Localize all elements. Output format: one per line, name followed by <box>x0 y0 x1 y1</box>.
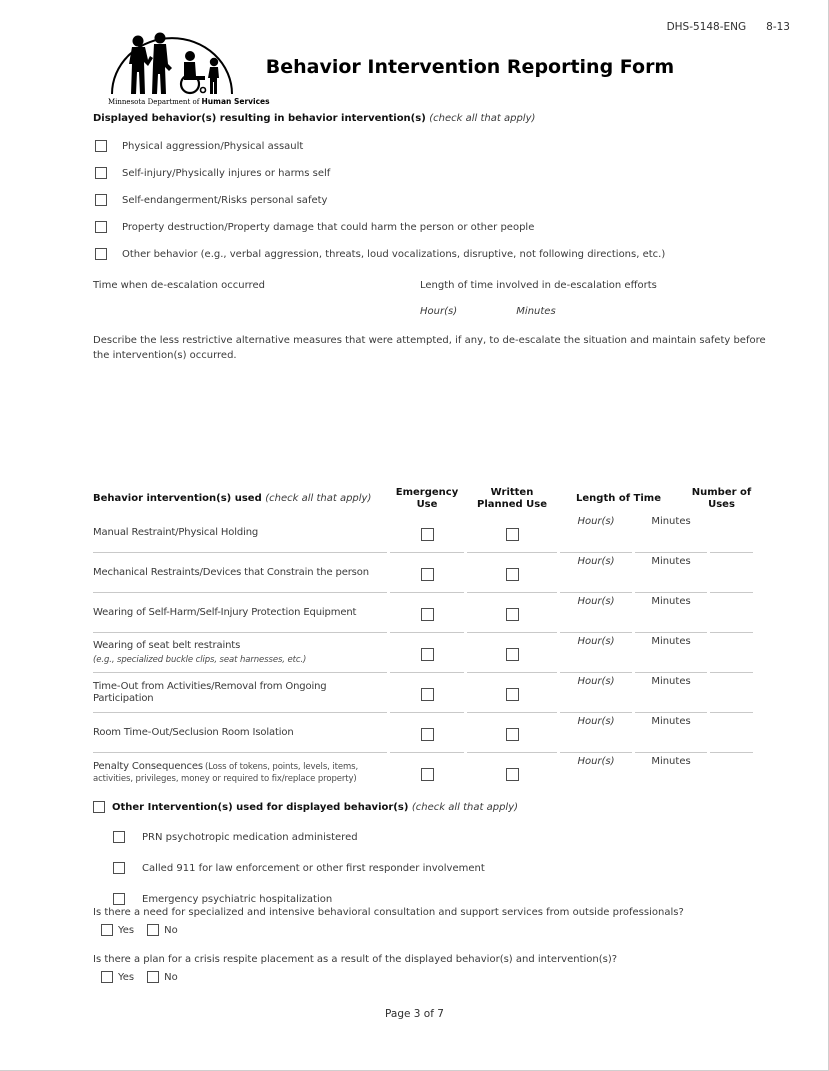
written-planned-cell <box>467 633 557 673</box>
logo-caption: Minnesota Department of Human Services <box>108 97 270 106</box>
behavior-checkbox-self-injury[interactable] <box>95 167 107 179</box>
row-label-cell: Wearing of Self-Harm/Self-Injury Protection Equipment <box>93 593 387 633</box>
option-label: Emergency psychiatric hospitalization <box>142 893 333 905</box>
written-planned-cell <box>467 713 557 753</box>
interventions-table <box>93 485 753 793</box>
yes-no-row <box>93 970 813 984</box>
minutes-label: Minutes <box>516 306 556 317</box>
behavior-checkbox-property-destruction[interactable] <box>95 221 107 233</box>
option-label: Other behavior (e.g., verbal aggression, threats, loud vocalizations, disruptive, not following directions, etc.) <box>122 248 666 260</box>
table-row-room-time-out <box>93 713 753 753</box>
emergency-use-cell <box>390 713 464 753</box>
number-of-uses-cell <box>710 713 753 753</box>
emergency-use-checkbox[interactable] <box>421 568 434 581</box>
deescalation-time-label: Time when de-escalation occurred <box>93 280 265 291</box>
emergency-use-cell <box>390 553 464 593</box>
hours-label: Hour(s) <box>560 593 632 633</box>
written-planned-checkbox[interactable] <box>506 528 519 541</box>
emergency-use-cell <box>390 753 464 793</box>
written-planned-cell <box>467 753 557 793</box>
other-option-row <box>93 892 793 906</box>
column-header-length-of-time: Length of Time <box>576 493 661 504</box>
written-planned-checkbox[interactable] <box>506 768 519 781</box>
people-under-arch-icon <box>108 26 236 96</box>
number-of-uses-cell <box>710 513 753 553</box>
option-label: Property destruction/Property damage that could harm the person or other people <box>122 221 535 233</box>
prn-medication-checkbox[interactable] <box>113 831 125 843</box>
displayed-behaviors-section <box>93 112 793 261</box>
minutes-label: Minutes <box>635 553 707 593</box>
emergency-use-checkbox[interactable] <box>421 608 434 621</box>
minutes-label: Minutes <box>635 513 707 553</box>
form-identifier <box>667 21 790 33</box>
number-of-uses-cell <box>710 673 753 713</box>
hours-label: Hour(s) <box>560 513 632 553</box>
hours-label: Hour(s) <box>577 756 615 767</box>
emergency-use-checkbox[interactable] <box>421 728 434 741</box>
table-row-penalty-consequences <box>93 753 753 793</box>
form-revision: 8-13 <box>766 21 790 33</box>
yes-no-row <box>93 923 813 937</box>
table-row-protection-equipment <box>93 593 753 633</box>
no-checkbox[interactable] <box>147 924 159 936</box>
table-row-manual-restraint <box>93 513 753 553</box>
column-header-intervention: Behavior intervention(s) used (check all that apply) <box>93 493 372 504</box>
hours-label: Hour(s) <box>420 306 458 317</box>
row-label-cell: Mechanical Restraints/Devices that Constrain the person <box>93 553 387 593</box>
page-title: Behavior Intervention Reporting Form <box>265 56 675 78</box>
behavior-option-row <box>93 193 793 207</box>
hours-label: Hour(s) <box>560 673 632 713</box>
row-label-cell: Penalty Consequences (Loss of tokens, points, levels, items, activities, privileges, money or required to fix/replace property) <box>93 761 359 784</box>
no-label: No <box>164 971 178 983</box>
displayed-behaviors-heading: Displayed behavior(s) resulting in behavior intervention(s) (check all that apply) <box>93 113 536 124</box>
other-interventions-heading-row <box>93 801 793 813</box>
hours-label: Hour(s) <box>560 553 632 593</box>
written-planned-checkbox[interactable] <box>506 568 519 581</box>
emergency-use-checkbox[interactable] <box>421 768 434 781</box>
yes-checkbox[interactable] <box>101 924 113 936</box>
yes-label: Yes <box>118 924 135 936</box>
yes-label: Yes <box>118 971 135 983</box>
form-number: DHS-5148-ENG <box>666 21 747 33</box>
emergency-use-checkbox[interactable] <box>421 688 434 701</box>
other-interventions-checkbox[interactable] <box>93 801 105 813</box>
question-crisis-respite-plan <box>93 953 813 984</box>
written-planned-checkbox[interactable] <box>506 688 519 701</box>
minutes-label: Minutes <box>635 593 707 633</box>
written-planned-cell <box>467 673 557 713</box>
option-label: Physical aggression/Physical assault <box>122 140 304 152</box>
question-text: Is there a plan for a crisis respite placement as a result of the displayed behavior(s) and intervention(s)? <box>93 954 618 965</box>
table-header <box>93 485 753 513</box>
emergency-use-cell <box>390 673 464 713</box>
called-911-checkbox[interactable] <box>113 862 125 874</box>
deescalation-units <box>420 306 556 317</box>
row-label-cell: Manual Restraint/Physical Holding <box>93 513 387 553</box>
minutes-label: Minutes <box>651 756 691 767</box>
behavior-checkbox-self-endangerment[interactable] <box>95 194 107 206</box>
question-consultation-need <box>93 906 813 937</box>
question-text: Is there a need for specialized and intensive behavioral consultation and support services from outside professionals? <box>93 907 684 918</box>
no-checkbox[interactable] <box>147 971 159 983</box>
written-planned-cell <box>467 513 557 553</box>
emergency-use-checkbox[interactable] <box>421 528 434 541</box>
emergency-hospitalization-checkbox[interactable] <box>113 893 125 905</box>
column-header-number-of-uses: Number of Uses <box>691 487 752 510</box>
option-label: Self-injury/Physically injures or harms self <box>122 167 331 179</box>
hours-label: Hour(s) <box>560 713 632 753</box>
questions-section <box>93 906 813 984</box>
emergency-use-cell <box>390 633 464 673</box>
minutes-label: Minutes <box>635 633 707 673</box>
row-label-cell: Time-Out from Activities/Removal from Ongoing Participation <box>93 673 387 713</box>
other-interventions-heading: Other Intervention(s) used for displayed behavior(s) (check all that apply) <box>112 801 519 813</box>
minutes-label: Minutes <box>635 713 707 753</box>
option-label: PRN psychotropic medication administered <box>142 831 358 843</box>
behavior-option-row <box>93 220 793 234</box>
row-label-cell: Wearing of seat belt restraints (e.g., specialized buckle clips, seat harnesses, etc.) <box>93 633 387 673</box>
behavior-option-row <box>93 139 793 153</box>
agency-logo <box>108 26 270 106</box>
other-option-row <box>93 861 793 875</box>
table-row-time-out-activities <box>93 673 753 713</box>
no-label: No <box>164 924 178 936</box>
column-header-written-planned-use: Written Planned Use <box>476 487 548 510</box>
behavior-checkbox-other-behavior[interactable] <box>95 248 107 260</box>
number-of-uses-cell <box>710 593 753 633</box>
table-row-mechanical-restraints <box>93 553 753 593</box>
deescalation-section <box>93 275 793 325</box>
written-planned-cell <box>467 553 557 593</box>
describe-prompt: Describe the less restrictive alternative measures that were attempted, if any, to de-escalate the situation and maintain safety before the intervention(s) occurred. <box>93 335 766 361</box>
number-of-uses-cell <box>710 633 753 673</box>
behavior-option-row <box>93 247 793 261</box>
written-planned-checkbox[interactable] <box>506 608 519 621</box>
written-planned-cell <box>467 593 557 633</box>
emergency-use-cell <box>390 513 464 553</box>
written-planned-checkbox[interactable] <box>506 728 519 741</box>
emergency-use-checkbox[interactable] <box>421 648 434 661</box>
hours-label: Hour(s) <box>560 633 632 673</box>
yes-checkbox[interactable] <box>101 971 113 983</box>
written-planned-checkbox[interactable] <box>506 648 519 661</box>
emergency-use-cell <box>390 593 464 633</box>
minutes-label: Minutes <box>635 673 707 713</box>
other-interventions-section <box>93 801 793 906</box>
table-row-seat-belt-restraints <box>93 633 753 673</box>
behavior-checkbox-physical-aggression[interactable] <box>95 140 107 152</box>
page-footer: Page 3 of 7 <box>385 1008 444 1020</box>
column-header-emergency-use: Emergency Use <box>395 487 459 510</box>
number-of-uses-cell <box>710 553 753 593</box>
option-label: Called 911 for law enforcement or other first responder involvement <box>142 862 485 874</box>
deescalation-length-label: Length of time involved in de-escalation efforts <box>420 280 657 291</box>
number-of-uses-cell <box>710 753 753 793</box>
row-label-cell: Room Time-Out/Seclusion Room Isolation <box>93 713 387 753</box>
other-option-row <box>93 830 793 844</box>
behavior-option-row <box>93 166 793 180</box>
option-label: Self-endangerment/Risks personal safety <box>122 194 328 206</box>
